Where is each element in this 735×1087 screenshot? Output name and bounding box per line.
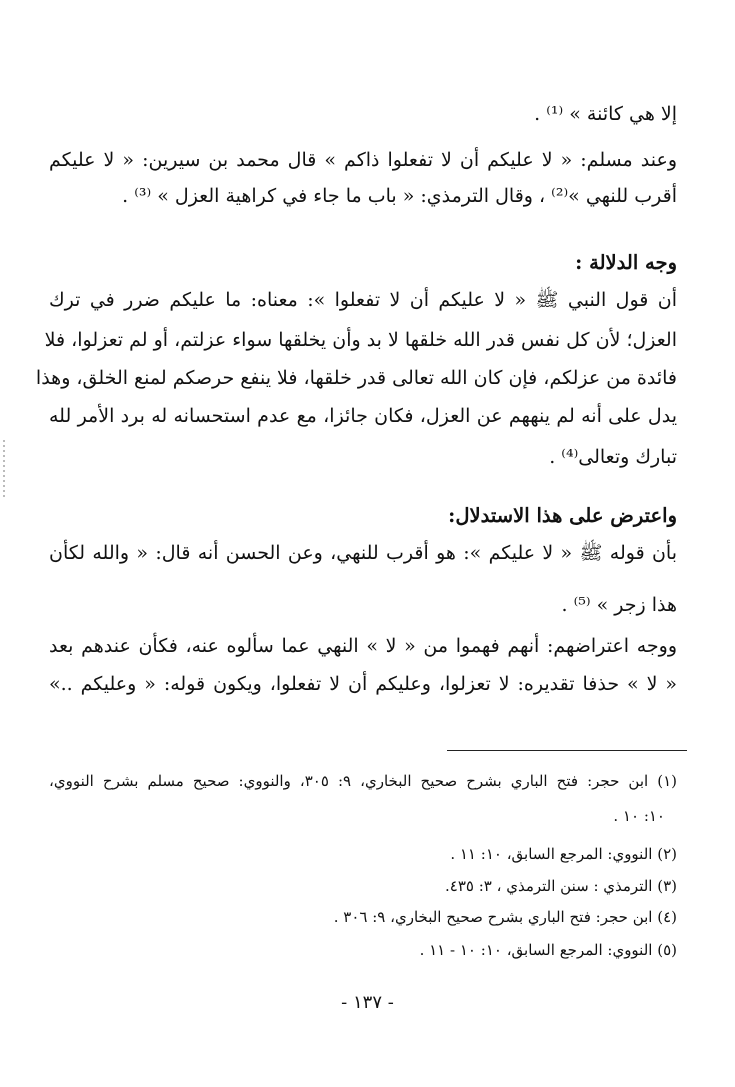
body-line: أن قول النبي ﷺ « لا عليكم أن لا تفعلوا »: معناه: ما عليكم ضرر في ترك: [49, 289, 677, 311]
footnote: (٢) النووي: المرجع السابق، ١٠: ١١ .: [450, 845, 677, 863]
section-heading: واعترض على هذا الاستدلال:: [448, 504, 677, 527]
footnote: ١٠: ١٠ .: [613, 807, 665, 825]
page-number: - ١٣٧ -: [341, 992, 394, 1013]
body-line: إلا هي كائنة » ⁽¹⁾ .: [534, 103, 677, 125]
footnote: (٣) الترمذي : سنن الترمذي ، ٣: ٤٣٥.: [444, 877, 677, 895]
body-line: فائدة من عزلكم، فإن كان الله تعالى قدر خلقها، فلا ينفع حرصكم لمنع الخلق، وهذا: [35, 367, 677, 389]
body-line: « لا » حذفا تقديره: لا تعزلوا، وعليكم أن لا تفعلوا، ويكون قوله: « وعليكم ..»: [49, 673, 677, 695]
body-line: العزل؛ لأن كل نفس قدر الله خلقها لا بد وأن يخلقها سواء عزلتم، أو لم تعزلوا، فلا: [44, 329, 677, 351]
footnote-separator: [447, 750, 687, 751]
body-line: أقرب للنهي »⁽²⁾ ، وقال الترمذي: « باب ما جاء في كراهية العزل » ⁽³⁾ .: [122, 185, 677, 207]
section-heading: وجه الدلالة :: [575, 251, 677, 274]
footnote: (٤) ابن حجر: فتح الباري بشرح صحيح البخاري، ٩: ٣٠٦ .: [333, 908, 677, 926]
body-line: وعند مسلم: « لا عليكم أن لا تفعلوا ذاكم » قال محمد بن سيرين: « لا عليكم: [49, 149, 677, 171]
body-line: يدل على أنه لم ينههم عن العزل، فكان جائزا، مع عدم استحسانه له برد الأمر لله: [49, 405, 677, 427]
body-line: بأن قوله ﷺ « لا عليكم »: هو أقرب للنهي، وعن الحسن أنه قال: « والله لكأن: [49, 542, 677, 564]
body-line: ووجه اعتراضهم: أنهم فهموا من « لا » النهي عما سألوه عنه، فكأن عندهم بعد: [49, 635, 677, 657]
footnote: (٥) النووي: المرجع السابق، ١٠: ١٠ - ١١ .: [419, 941, 677, 959]
body-line: تبارك وتعالى⁽⁴⁾ .: [549, 446, 677, 468]
scan-edge-mark: [3, 440, 5, 500]
footnote: (١) ابن حجر: فتح الباري بشرح صحيح البخاري، ٩: ٣٠٥، والنووي: صحيح مسلم بشرح النووي،: [49, 772, 678, 790]
body-line: هذا زجر » ⁽⁵⁾ .: [561, 594, 677, 616]
